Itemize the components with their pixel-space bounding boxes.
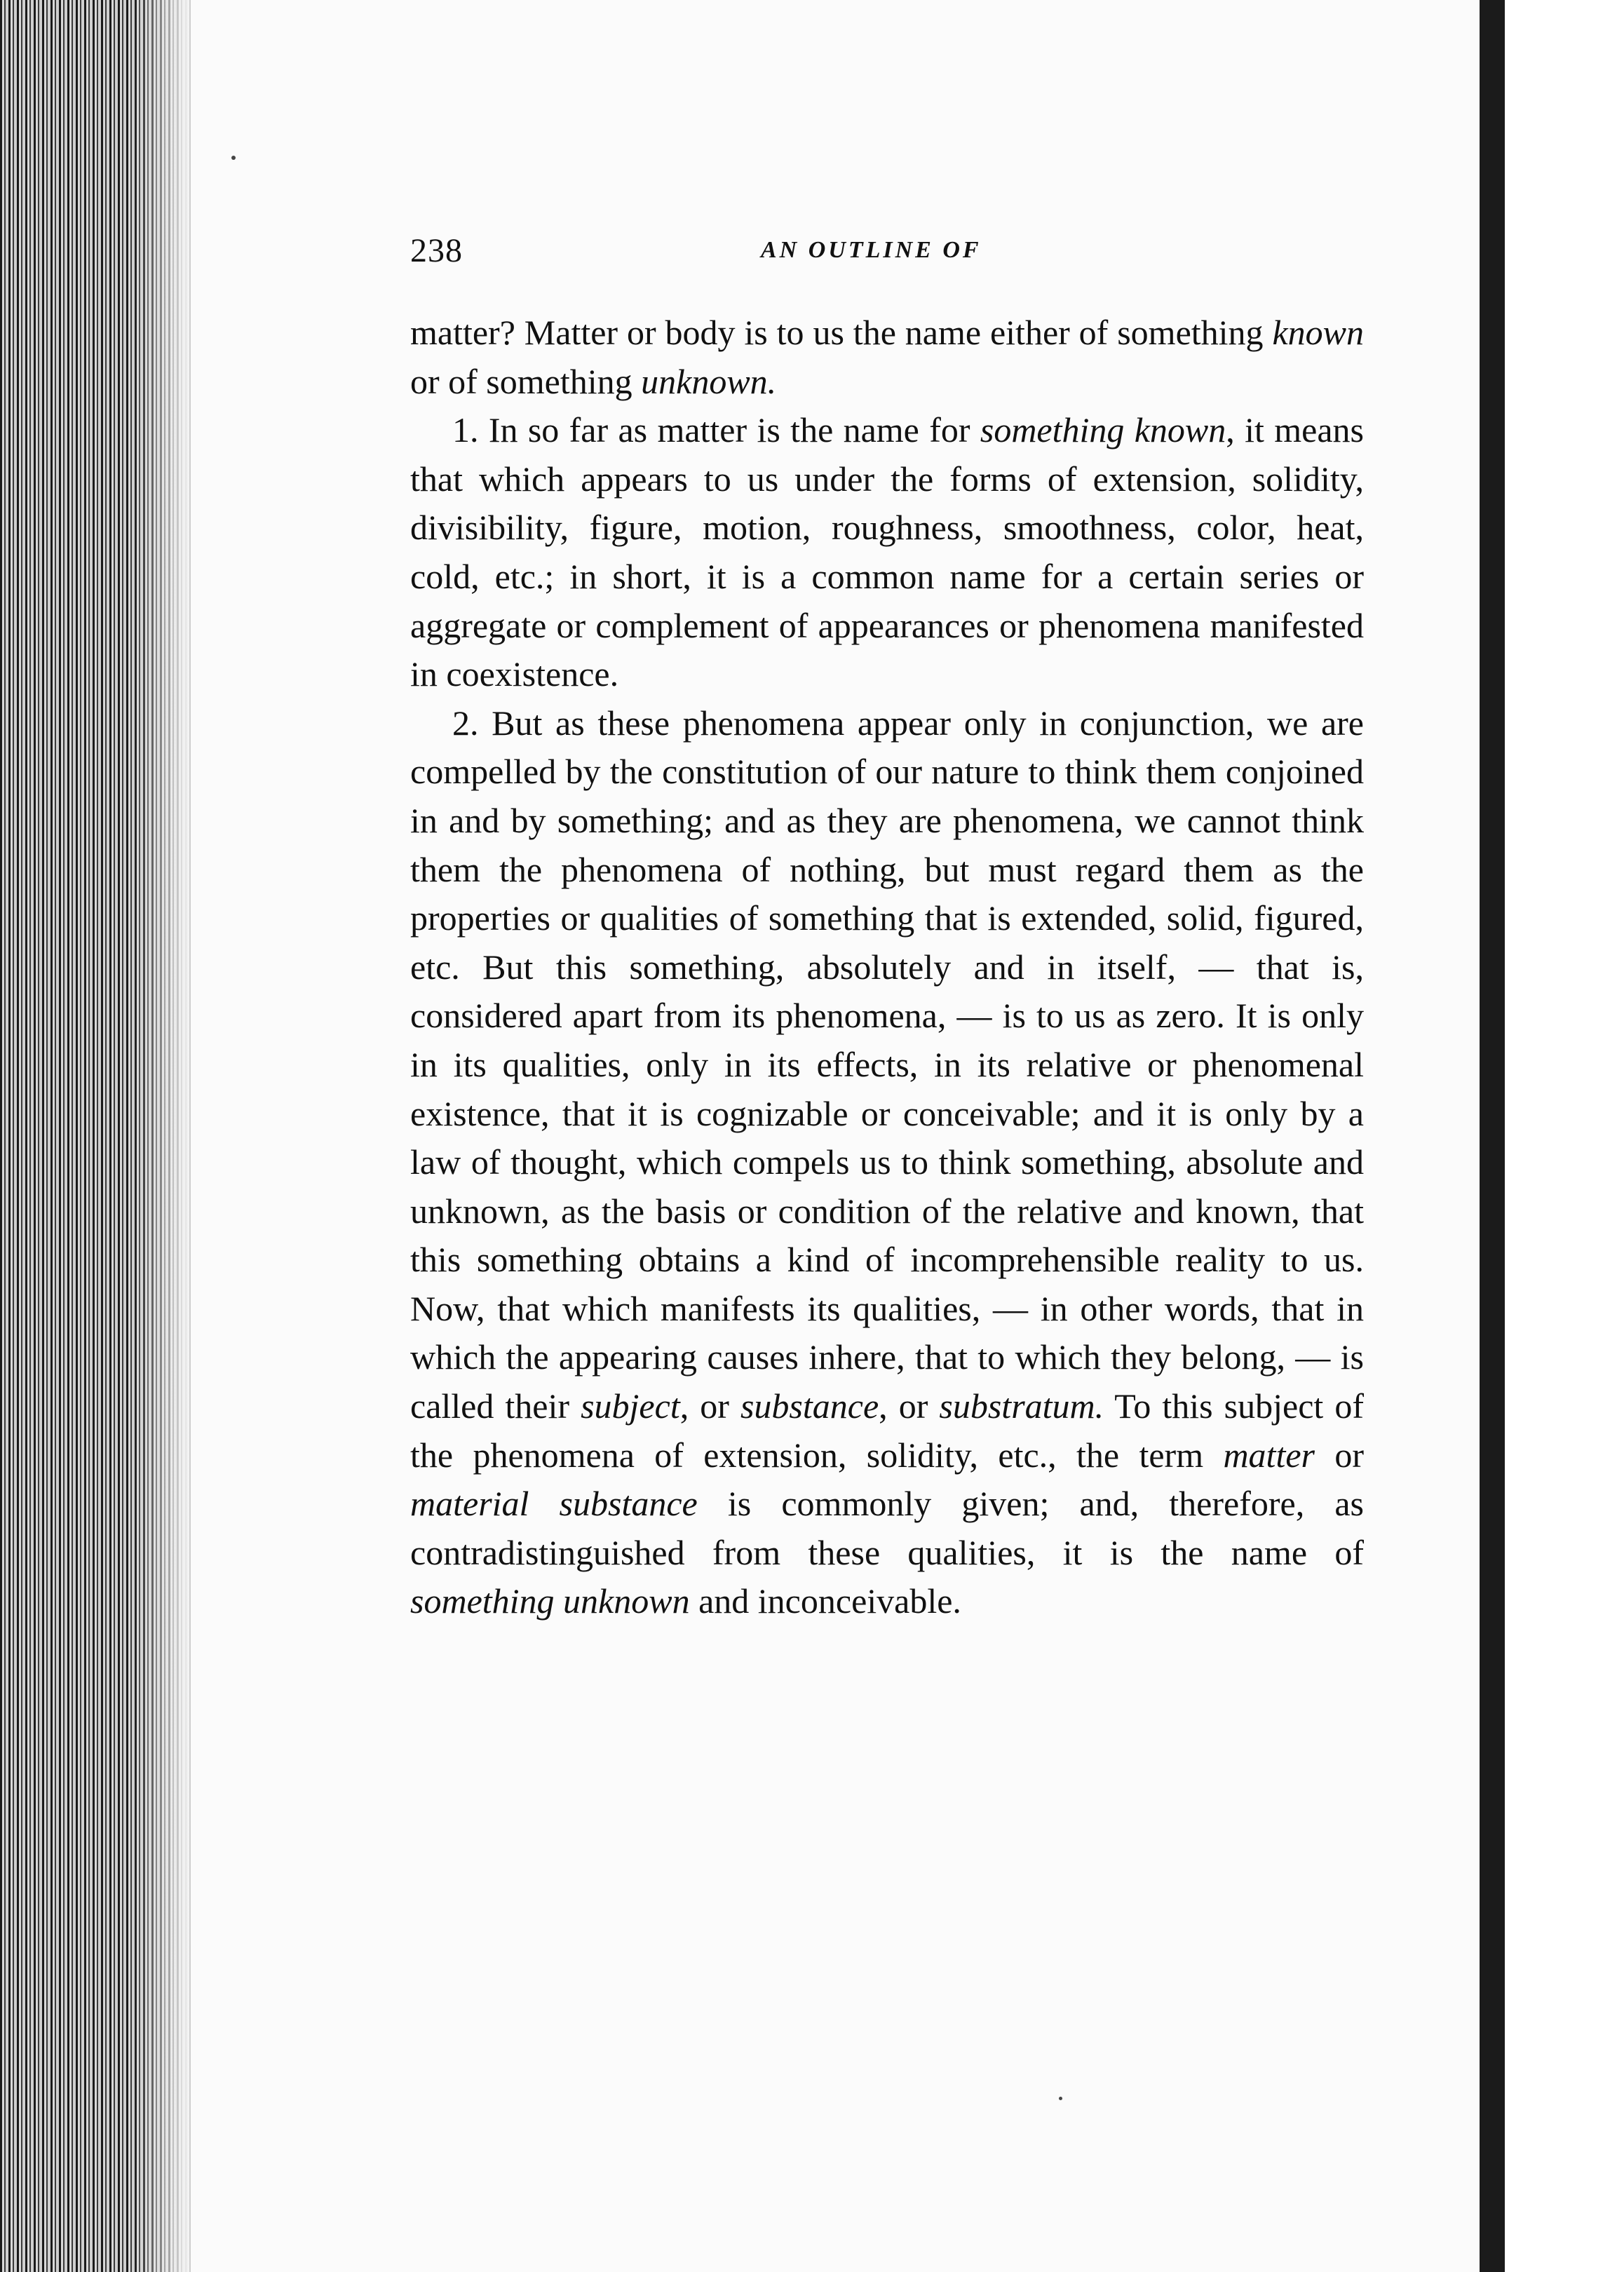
page-number: 238: [410, 232, 463, 269]
paragraph: [410, 406, 1364, 699]
text-run: , or: [679, 1386, 740, 1426]
running-title: AN OUTLINE OF: [761, 237, 982, 263]
italic-text: material substance: [410, 1484, 698, 1524]
text-run: 2. But as these phenomena appear only in conjunction, we are compelled by the constitution of our nature to think them conjoined in and by something; and as they are phenomena, we cannot think them the phenomena of nothing, but must regard them as the properties or qualities of something that is extended, solid, figured, etc. But this something, absolutely and in itself, — that is, considered apart from its phenomena, — is to us as zero. It is only in its qualities, only in its effects, in its relative or phenomenal existence, that it is cognizable or conceivable; and it is only by a law of thought, which compels us to think something, absolute and unknown, as the basis or condition of the relative and known, that this something obtains a kind of incomprehensible reality to us. Now, that which manifests its qualities, — in other words, that in which the appearing causes inhere, that to which they belong, — is called their: [410, 703, 1364, 1426]
italic-text: matter: [1223, 1435, 1315, 1475]
text-run: is commonly given; and, therefore, as contradistinguished from these qualities, it is the name of: [410, 1484, 1364, 1572]
italic-text: something unknown: [410, 1581, 690, 1621]
italic-text: substance: [740, 1386, 879, 1426]
text-run: 1. In so far as matter is the name for: [452, 410, 980, 450]
italic-text: unknown.: [641, 361, 777, 401]
scan-speck: [1059, 2097, 1062, 2100]
scan-speck: [231, 156, 236, 160]
text-run: To this subject of the phenomena of extension, solidity, etc., the term: [410, 1386, 1364, 1475]
page-edge-shadow: [133, 0, 189, 2272]
italic-text: substratum.: [939, 1386, 1104, 1426]
book-gutter: [1480, 0, 1505, 2272]
text-run: or: [1315, 1435, 1365, 1475]
running-head: [410, 231, 1364, 273]
body-text: [410, 309, 1364, 1626]
italic-text: subject: [581, 1386, 680, 1426]
paragraph: [410, 309, 1364, 406]
paragraph: [410, 699, 1364, 1626]
facing-page-edge: [1505, 0, 1624, 2272]
text-run: , it means that which appears to us under the forms of extension, solidity, divisibility, figure, motion, roughness, smoothness, color, heat, cold, etc.; in short, it is a common name for a certain series or aggregate or complement of appearances or phenomena manifested in coexistence.: [410, 410, 1364, 694]
text-run: , or: [879, 1386, 940, 1426]
text-run: and inconceivable.: [689, 1581, 961, 1621]
italic-text: something known: [980, 410, 1226, 450]
text-run: matter? Matter or body is to us the name either of something: [410, 313, 1273, 352]
italic-text: known: [1272, 313, 1364, 352]
text-run: or of something: [410, 361, 642, 401]
